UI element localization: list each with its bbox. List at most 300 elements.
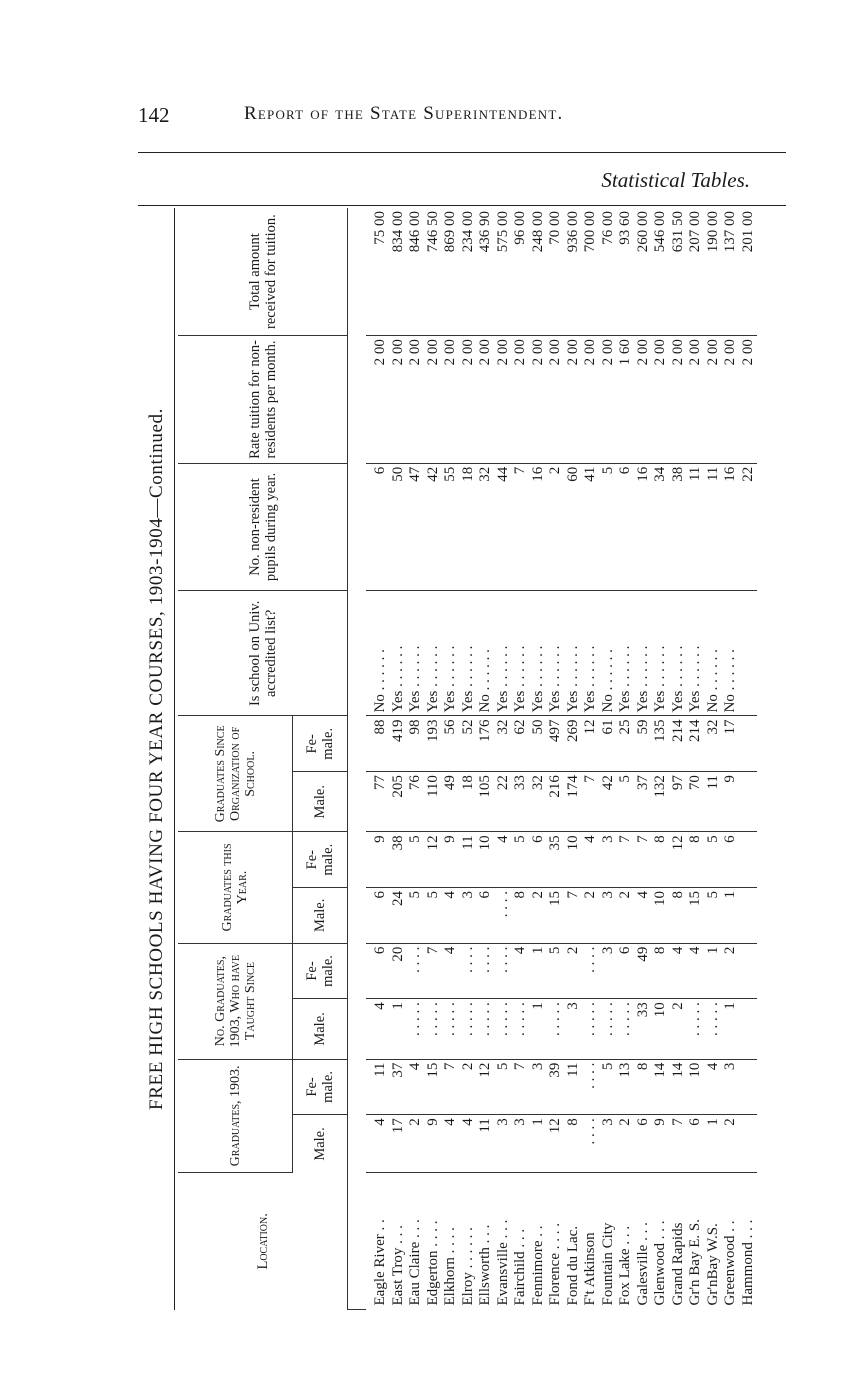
taught-female (739, 943, 757, 999)
since-org-female: 135 (652, 716, 670, 772)
grad-1903-female: 4 (407, 1059, 425, 1115)
rate-cell: 2 00 (389, 336, 407, 464)
grad-1903-female: 39 (547, 1059, 565, 1115)
table-body (366, 208, 757, 1310)
nonresident-cell: 7 (512, 463, 530, 591)
table-row (529, 208, 547, 1310)
table-row (669, 208, 687, 1310)
grad-1903-female: 7 (512, 1059, 530, 1115)
total-cell: 631 50 (669, 208, 687, 336)
nonresident-cell: 6 (366, 463, 390, 591)
rate-cell: 2 00 (366, 336, 390, 464)
grad-1903-male: 9 (424, 1115, 442, 1173)
grad-1903-male (739, 1115, 757, 1173)
nonresident-cell: 2 (547, 463, 565, 591)
rate-cell: 2 00 (459, 336, 477, 464)
grad-1903-male: 7 (669, 1115, 687, 1173)
header-rate: Rate tuition for non-residents per month. (178, 336, 348, 464)
header-female: Fe-male. (293, 1059, 348, 1115)
header-female: Fe-male. (293, 716, 348, 772)
location-cell: Fox Lake . . . (617, 1225, 634, 1306)
total-cell: 575 00 (494, 208, 512, 336)
this-year-female: 6 (722, 832, 740, 888)
accredited-cell: Yes . . . . . . (512, 591, 530, 716)
table-row (389, 208, 407, 1310)
rate-cell: 2 00 (669, 336, 687, 464)
this-year-male: 5 (424, 888, 442, 944)
since-org-male: 97 (669, 772, 687, 832)
since-org-male: 49 (442, 772, 460, 832)
this-year-male: . . . . (494, 888, 512, 944)
location-cell: Gr'n Bay E. S. (687, 1219, 704, 1306)
since-org-female: 61 (599, 716, 617, 772)
this-year-male: 3 (599, 888, 617, 944)
header-location: Location. (254, 1213, 271, 1270)
table-row (459, 208, 477, 1310)
this-year-male: 24 (389, 888, 407, 944)
since-org-female: 52 (459, 716, 477, 772)
since-org-male: 32 (529, 772, 547, 832)
grad-1903-male: 2 (407, 1115, 425, 1173)
since-org-male: 132 (652, 772, 670, 832)
nonresident-cell: 16 (634, 463, 652, 591)
taught-female: 3 (599, 943, 617, 999)
accredited-cell: Yes . . . . . . (407, 591, 425, 716)
rate-cell: 2 00 (442, 336, 460, 464)
grad-1903-female: 37 (389, 1059, 407, 1115)
since-org-female: 56 (442, 716, 460, 772)
taught-female: 6 (617, 943, 635, 999)
rate-cell: 2 00 (407, 336, 425, 464)
since-org-male: 9 (722, 772, 740, 832)
rotated-table-container (140, 208, 790, 1310)
since-org-female: 32 (704, 716, 722, 772)
nonresident-cell: 47 (407, 463, 425, 591)
grad-1903-female: 10 (687, 1059, 705, 1115)
since-org-female: 193 (424, 716, 442, 772)
top-rule (138, 205, 786, 206)
rate-cell: 2 00 (564, 336, 582, 464)
grad-1903-male: 4 (366, 1115, 390, 1173)
this-year-male: 5 (407, 888, 425, 944)
header-male: Male. (293, 888, 348, 944)
taught-male: 10 (652, 999, 670, 1059)
this-year-female: 6 (529, 832, 547, 888)
taught-female: 5 (547, 943, 565, 999)
accredited-cell: Yes . . . . . . (582, 591, 600, 716)
accredited-cell: Yes . . . . . . (389, 591, 407, 716)
this-year-female: 7 (634, 832, 652, 888)
header-taught-since: No. Graduates, 1903, Who have Taught Since (178, 943, 293, 1059)
accredited-cell: No . . . . . . (477, 591, 495, 716)
this-year-male: 4 (634, 888, 652, 944)
this-year-female: 5 (407, 832, 425, 888)
rate-cell: 1 60 (617, 336, 635, 464)
grad-1903-male: 4 (459, 1115, 477, 1173)
grad-1903-female: 7 (442, 1059, 460, 1115)
since-org-male: 11 (704, 772, 722, 832)
grad-1903-female: 11 (564, 1059, 582, 1115)
taught-female: 4 (687, 943, 705, 999)
rate-cell: 2 00 (512, 336, 530, 464)
taught-male: 33 (634, 999, 652, 1059)
total-cell: 201 00 (739, 208, 757, 336)
this-year-female: 8 (687, 832, 705, 888)
grad-1903-male: 3 (512, 1115, 530, 1173)
this-year-male: 2 (617, 888, 635, 944)
accredited-cell: Yes . . . . . . (687, 591, 705, 716)
location-cell: Eagle River . . (372, 1219, 389, 1306)
since-org-male: 76 (407, 772, 425, 832)
location-cell: Elkhorn . . . . (442, 1227, 459, 1306)
taught-female: . . . . (582, 943, 600, 999)
this-year-male: 1 (722, 888, 740, 944)
this-year-female: 5 (512, 832, 530, 888)
table-row (494, 208, 512, 1310)
header-male: Male. (293, 1115, 348, 1173)
header-row-groups (178, 208, 293, 1310)
this-year-male: 15 (547, 888, 565, 944)
header-nonresident: No. non-resident pupils during year. (178, 463, 348, 591)
since-org-male: 37 (634, 772, 652, 832)
total-cell: 746 50 (424, 208, 442, 336)
location-cell: Galesville . . . (634, 1222, 651, 1306)
taught-female: . . . . (494, 943, 512, 999)
total-cell: 96 00 (512, 208, 530, 336)
since-org-female (739, 716, 757, 772)
this-year-female: 5 (704, 832, 722, 888)
page-number: 142 (138, 103, 170, 127)
accredited-cell: Yes . . . . . . (529, 591, 547, 716)
total-cell: 70 00 (547, 208, 565, 336)
location-cell: Fond du Lac. (564, 1225, 581, 1306)
nonresident-cell: 5 (599, 463, 617, 591)
accredited-cell: Yes . . . . . . (424, 591, 442, 716)
this-year-female: 4 (494, 832, 512, 888)
since-org-female: 269 (564, 716, 582, 772)
since-org-male: 205 (389, 772, 407, 832)
rate-cell: 2 00 (739, 336, 757, 464)
rate-cell: 2 00 (652, 336, 670, 464)
this-year-female: 35 (547, 832, 565, 888)
header-accredited: Is school on Univ. accredited list? (178, 591, 348, 716)
grad-1903-male: 1 (704, 1115, 722, 1173)
this-year-female: 10 (477, 832, 495, 888)
accredited-cell: Yes . . . . . . (494, 591, 512, 716)
table-row (477, 208, 495, 1310)
table-row (617, 208, 635, 1310)
this-year-female: 4 (582, 832, 600, 888)
this-year-male: 8 (669, 888, 687, 944)
total-cell: 869 00 (442, 208, 460, 336)
this-year-female: 11 (459, 832, 477, 888)
accredited-cell: Yes . . . . . . (459, 591, 477, 716)
grad-1903-female (739, 1059, 757, 1115)
nonresident-cell: 42 (424, 463, 442, 591)
accredited-cell: Yes . . . . . . (652, 591, 670, 716)
accredited-cell: Yes . . . . . . (564, 591, 582, 716)
accredited-cell: Yes . . . . . . (617, 591, 635, 716)
this-year-male: 6 (366, 888, 390, 944)
table-row (704, 208, 722, 1310)
section-title (0, 168, 862, 193)
taught-male: . . . . . (512, 999, 530, 1059)
grad-1903-female: 3 (722, 1059, 740, 1115)
running-title: Report of the State Superintendent. (244, 103, 564, 124)
rate-cell: 2 00 (599, 336, 617, 464)
since-org-female: 214 (687, 716, 705, 772)
nonresident-cell: 11 (704, 463, 722, 591)
this-year-male: 15 (687, 888, 705, 944)
nonresident-cell: 18 (459, 463, 477, 591)
taught-male: . . . . . (599, 999, 617, 1059)
taught-female: 4 (669, 943, 687, 999)
taught-male: . . . . . (494, 999, 512, 1059)
total-cell: 93 60 (617, 208, 635, 336)
since-org-female: 98 (407, 716, 425, 772)
grad-1903-male: 1 (529, 1115, 547, 1173)
since-org-female: 419 (389, 716, 407, 772)
table-row (564, 208, 582, 1310)
header-graduates-this-year: Graduates this Year. (178, 832, 293, 943)
since-org-female: 25 (617, 716, 635, 772)
since-org-female: 59 (634, 716, 652, 772)
header-rule (138, 152, 786, 153)
this-year-female: 8 (652, 832, 670, 888)
taught-male: 1 (529, 999, 547, 1059)
location-cell: Edgerton . . . . (424, 1220, 441, 1306)
taught-female: . . . . (459, 943, 477, 999)
location-cell: Greenwood . . (722, 1220, 739, 1306)
this-year-female: 7 (617, 832, 635, 888)
this-year-male: 2 (582, 888, 600, 944)
location-cell: Evansville . . . (494, 1219, 511, 1306)
rate-cell: 2 00 (722, 336, 740, 464)
location-cell: Hammond . . . (739, 1219, 756, 1306)
this-year-female: 10 (564, 832, 582, 888)
table-title-rule (174, 208, 175, 1310)
rate-cell: 2 00 (477, 336, 495, 464)
location-cell: Ellsworth . . . (477, 1224, 494, 1306)
grad-1903-female: 4 (704, 1059, 722, 1115)
total-cell: 75 00 (366, 208, 390, 336)
since-org-female: 12 (582, 716, 600, 772)
total-cell: 248 00 (529, 208, 547, 336)
taught-female: 49 (634, 943, 652, 999)
grad-1903-female: 3 (529, 1059, 547, 1115)
this-year-male: 7 (564, 888, 582, 944)
table-row (582, 208, 600, 1310)
nonresident-cell: 22 (739, 463, 757, 591)
accredited-cell (739, 591, 757, 716)
this-year-male: 3 (459, 888, 477, 944)
location-cell: East Troy . . . (389, 1225, 406, 1306)
grad-1903-male: 6 (687, 1115, 705, 1173)
since-org-female: 214 (669, 716, 687, 772)
location-cell: Gr'nBay W.S. (704, 1223, 721, 1306)
header-total: Total amount received for tuition. (178, 208, 348, 336)
table-title: FREE HIGH SCHOOLS HAVING FOUR YEAR COURSES, 1903-1904—Continued. (146, 408, 167, 1110)
since-org-male: 110 (424, 772, 442, 832)
taught-female: 7 (424, 943, 442, 999)
grad-1903-male: 8 (564, 1115, 582, 1173)
taught-male: . . . . . (582, 999, 600, 1059)
location-cell: Florence . . . . (547, 1223, 564, 1306)
total-cell: 846 00 (407, 208, 425, 336)
taught-male: . . . . . (424, 999, 442, 1059)
nonresident-cell: 11 (687, 463, 705, 591)
grad-1903-female: 14 (669, 1059, 687, 1115)
nonresident-cell: 38 (669, 463, 687, 591)
location-cell: F't Atkinson (582, 1232, 599, 1306)
taught-male: 1 (389, 999, 407, 1059)
location-cell: Fennimore . . (529, 1225, 546, 1306)
accredited-cell: Yes . . . . . . (547, 591, 565, 716)
taught-female: . . . . (407, 943, 425, 999)
table-row (634, 208, 652, 1310)
nonresident-cell: 55 (442, 463, 460, 591)
nonresident-cell: 16 (722, 463, 740, 591)
taught-female: 4 (512, 943, 530, 999)
location-cell: Glenwood . . . (652, 1220, 669, 1306)
taught-female: 1 (529, 943, 547, 999)
since-org-female: 62 (512, 716, 530, 772)
this-year-male: 2 (529, 888, 547, 944)
this-year-female: 9 (366, 832, 390, 888)
rate-cell: 2 00 (424, 336, 442, 464)
table-row (652, 208, 670, 1310)
grad-1903-male: . . . . (582, 1115, 600, 1173)
location-cell: Grand Rapids (669, 1222, 686, 1306)
since-org-male: 33 (512, 772, 530, 832)
this-year-male: 4 (442, 888, 460, 944)
taught-female: 2 (722, 943, 740, 999)
table-row (366, 208, 390, 1310)
accredited-cell: No . . . . . . (704, 591, 722, 716)
since-org-male: 5 (617, 772, 635, 832)
nonresident-cell: 6 (617, 463, 635, 591)
grad-1903-male: 2 (617, 1115, 635, 1173)
header-graduates-1903: Graduates, 1903. (178, 1059, 293, 1173)
taught-male: . . . . . (442, 999, 460, 1059)
location-cell: Fountain City (599, 1222, 616, 1306)
grad-1903-male: 3 (494, 1115, 512, 1173)
taught-female: 8 (652, 943, 670, 999)
header-female: Fe-male. (293, 943, 348, 999)
taught-female: 6 (366, 943, 390, 999)
header-male: Male. (293, 999, 348, 1059)
accredited-cell: Yes . . . . . . (669, 591, 687, 716)
table-row (722, 208, 740, 1310)
this-year-male: 6 (477, 888, 495, 944)
header-separator (348, 208, 366, 1310)
grad-1903-female: 11 (366, 1059, 390, 1115)
accredited-cell: No . . . . . . (599, 591, 617, 716)
rate-cell: 2 00 (704, 336, 722, 464)
nonresident-cell: 41 (582, 463, 600, 591)
grad-1903-male: 17 (389, 1115, 407, 1173)
nonresident-cell: 16 (529, 463, 547, 591)
taught-female: 20 (389, 943, 407, 999)
since-org-female: 17 (722, 716, 740, 772)
total-cell: 834 00 (389, 208, 407, 336)
total-cell: 700 00 (582, 208, 600, 336)
table-row (424, 208, 442, 1310)
taught-male: 3 (564, 999, 582, 1059)
since-org-male: 105 (477, 772, 495, 832)
table-row (442, 208, 460, 1310)
table-row (739, 208, 757, 1310)
since-org-male: 18 (459, 772, 477, 832)
grad-1903-female: 5 (494, 1059, 512, 1115)
location-cell: Eau Claire . . . (407, 1219, 424, 1306)
total-cell: 234 00 (459, 208, 477, 336)
taught-male: 4 (366, 999, 390, 1059)
table-row (512, 208, 530, 1310)
since-org-male: 70 (687, 772, 705, 832)
header-female: Fe-male. (293, 832, 348, 888)
total-cell: 137 00 (722, 208, 740, 336)
table-row (599, 208, 617, 1310)
grad-1903-male: 6 (634, 1115, 652, 1173)
taught-male: 1 (722, 999, 740, 1059)
grad-1903-male: 12 (547, 1115, 565, 1173)
since-org-male: 7 (582, 772, 600, 832)
this-year-female (739, 832, 757, 888)
taught-female: . . . . (477, 943, 495, 999)
nonresident-cell: 34 (652, 463, 670, 591)
nonresident-cell: 32 (477, 463, 495, 591)
accredited-cell: No . . . . . . (722, 591, 740, 716)
total-cell: 546 00 (652, 208, 670, 336)
grad-1903-male: 3 (599, 1115, 617, 1173)
this-year-female: 38 (389, 832, 407, 888)
taught-male: . . . . . (477, 999, 495, 1059)
this-year-female: 12 (669, 832, 687, 888)
table-row (687, 208, 705, 1310)
this-year-female: 12 (424, 832, 442, 888)
grad-1903-female: 14 (652, 1059, 670, 1115)
taught-female: 2 (564, 943, 582, 999)
section-title-text: Statistical Tables. (601, 168, 750, 192)
since-org-male: 22 (494, 772, 512, 832)
taught-male: . . . . . (459, 999, 477, 1059)
since-org-male (739, 772, 757, 832)
since-org-female: 88 (366, 716, 390, 772)
taught-male: . . . . . (407, 999, 425, 1059)
since-org-male: 42 (599, 772, 617, 832)
location-cell: Elroy . . . . . . (459, 1227, 476, 1306)
rate-cell: 2 00 (494, 336, 512, 464)
grad-1903-female: 13 (617, 1059, 635, 1115)
since-org-male: 77 (366, 772, 390, 832)
this-year-female: 3 (599, 832, 617, 888)
taught-male: 2 (669, 999, 687, 1059)
grad-1903-female: 2 (459, 1059, 477, 1115)
location-cell: Fairchild . . . (512, 1228, 529, 1306)
this-year-male: 8 (512, 888, 530, 944)
rate-cell: 2 00 (687, 336, 705, 464)
grad-1903-female: 15 (424, 1059, 442, 1115)
nonresident-cell: 44 (494, 463, 512, 591)
this-year-male: 10 (652, 888, 670, 944)
since-org-male: 174 (564, 772, 582, 832)
accredited-cell: Yes . . . . . . (442, 591, 460, 716)
this-year-male: 5 (704, 888, 722, 944)
grad-1903-female: 12 (477, 1059, 495, 1115)
grad-1903-male: 11 (477, 1115, 495, 1173)
grad-1903-male: 9 (652, 1115, 670, 1173)
